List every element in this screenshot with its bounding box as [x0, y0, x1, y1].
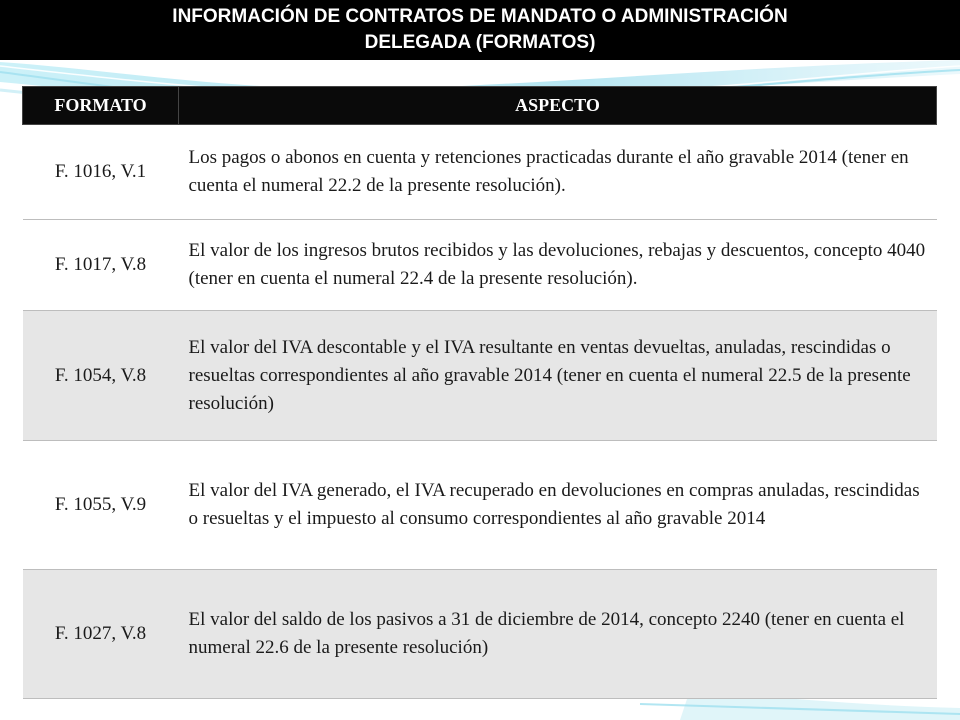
row-aspecto: El valor del IVA generado, el IVA recuperado en devoluciones en compras anuladas, rescindidas o resueltas y el impuesto al consumo correspondientes al año gravable 2014 — [179, 441, 937, 570]
row-aspecto: Los pagos o abonos en cuenta y retenciones practicadas durante el año gravable 2014 (tener en cuenta el numeral 22.2 de la presente resolución). — [179, 125, 937, 220]
table-row — [23, 311, 937, 441]
table-row — [23, 125, 937, 220]
formats-table-container — [22, 86, 937, 699]
table-row — [23, 220, 937, 311]
row-aspecto: El valor del IVA descontable y el IVA resultante en ventas devueltas, anuladas, rescindidas o resueltas correspondientes al año gravable 2014 (tener en cuenta el numeral 22.5 de la presente resolución) — [179, 311, 937, 441]
row-formato: F. 1017, V.8 — [23, 220, 179, 311]
table-row — [23, 570, 937, 699]
formats-table — [22, 86, 937, 699]
header-formato: FORMATO — [23, 87, 179, 125]
row-formato: F. 1027, V.8 — [23, 570, 179, 699]
row-aspecto: El valor de los ingresos brutos recibidos y las devoluciones, rebajas y descuentos, concepto 4040 (tener en cuenta el numeral 22.4 de la presente resolución). — [179, 220, 937, 311]
table-header-row — [23, 87, 937, 125]
slide-title-line-1: INFORMACIÓN DE CONTRATOS DE MANDATO O ADMINISTRACIÓN — [172, 6, 788, 27]
row-formato: F. 1055, V.9 — [23, 441, 179, 570]
row-formato: F. 1054, V.8 — [23, 311, 179, 441]
row-aspecto: El valor del saldo de los pasivos a 31 de diciembre de 2014, concepto 2240 (tener en cuenta el numeral 22.6 de la presente resolución) — [179, 570, 937, 699]
slide-title-bar — [0, 0, 960, 60]
row-formato: F. 1016, V.1 — [23, 125, 179, 220]
table-row — [23, 441, 937, 570]
slide-title-line-2: DELEGADA (FORMATOS) — [364, 32, 596, 53]
header-aspecto: ASPECTO — [179, 87, 937, 125]
